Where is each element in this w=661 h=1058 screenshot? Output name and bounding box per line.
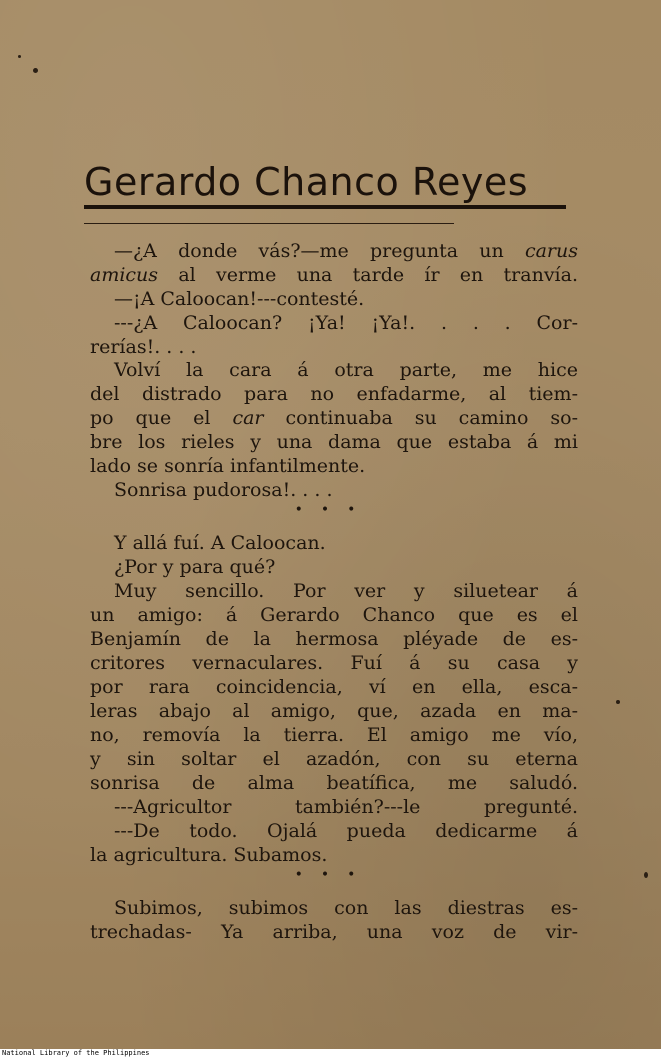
- line-segment: —¿A donde vás?—me pregunta un: [114, 240, 525, 262]
- line-segment: critores vernaculares. Fuí á su casa y: [90, 652, 578, 674]
- line-segment: sonrisa de alma beatífica, me saludó.: [90, 772, 578, 794]
- text-line: [90, 555, 275, 579]
- line-segment: no, removía la tierra. El amigo me vío,: [90, 724, 578, 746]
- title-underline-thin: [84, 223, 454, 224]
- line-segment: rerías!. . . .: [90, 336, 197, 358]
- text-line: [90, 382, 578, 406]
- chapter-title: Gerardo Chanco Reyes: [84, 160, 529, 204]
- text-line: [90, 771, 578, 795]
- text-line: [90, 896, 578, 920]
- line-segment: continuaba su camino so-: [263, 407, 578, 429]
- line-segment: Benjamín de la hermosa pléyade de es-: [90, 628, 578, 650]
- italic-phrase: amicus: [90, 264, 159, 286]
- text-line: [90, 335, 196, 359]
- line-segment: Sonrisa pudorosa!. . . .: [114, 479, 333, 501]
- text-line: [90, 699, 578, 723]
- line-segment: al verme una tarde ír en tranvía.: [158, 264, 578, 286]
- line-segment: ¿Por y para qué?: [114, 556, 276, 578]
- text-line: [90, 675, 578, 699]
- text-line: [90, 239, 578, 263]
- text-line: [90, 454, 365, 478]
- line-segment: un amigo: á Gerardo Chanco que es el: [90, 604, 578, 626]
- text-line: [90, 920, 578, 944]
- section-break-ornament: •••: [294, 867, 374, 883]
- text-line: [90, 747, 578, 771]
- text-line: [90, 723, 578, 747]
- line-segment: leras abajo al amigo, que, azada en ma-: [90, 700, 578, 722]
- library-credit: National Library of the Philippines: [2, 1049, 150, 1057]
- text-line: [90, 478, 332, 502]
- ink-speck: [33, 68, 38, 73]
- line-segment: po que el: [90, 407, 233, 429]
- line-segment: y sin soltar el azadón, con su eterna: [90, 748, 578, 770]
- text-line: [90, 311, 578, 335]
- italic-phrase: carus: [524, 240, 578, 262]
- line-segment: Y allá fuí. A Caloocan.: [114, 532, 326, 554]
- text-line: [90, 358, 578, 382]
- text-line: [90, 287, 364, 311]
- ink-speck: [616, 700, 620, 704]
- title-underline-thick: [84, 205, 566, 209]
- text-line: [90, 651, 578, 675]
- line-segment: ---De todo. Ojalá pueda dedicarme á: [114, 820, 578, 842]
- text-line: [90, 263, 578, 287]
- text-line: [90, 843, 327, 867]
- text-line: [90, 430, 578, 454]
- line-segment: la agricultura. Subamos.: [90, 844, 328, 866]
- text-line: [90, 627, 578, 651]
- text-line: [90, 819, 578, 843]
- italic-phrase: car: [232, 407, 264, 429]
- line-segment: por rara coincidencia, ví en ella, esca-: [90, 676, 578, 698]
- text-line: [90, 603, 578, 627]
- line-segment: del distrado para no enfadarme, al tiem-: [90, 383, 578, 405]
- line-segment: ---¿A Caloocan? ¡Ya! ¡Ya!. . . . Cor-: [114, 312, 578, 334]
- ink-speck: [644, 872, 648, 878]
- line-segment: ---Agricultor también?---le pregunté.: [114, 796, 578, 818]
- line-segment: Muy sencillo. Por ver y siluetear á: [114, 580, 578, 602]
- line-segment: bre los rieles y una dama que estaba á mi: [90, 431, 578, 453]
- line-segment: Subimos, subimos con las diestras es-: [114, 897, 578, 919]
- line-segment: lado se sonría infantilmente.: [90, 455, 366, 477]
- text-line: [90, 579, 578, 603]
- ink-speck: [18, 55, 21, 58]
- line-segment: Volví la cara á otra parte, me hice: [114, 359, 578, 381]
- text-line: [90, 406, 578, 430]
- line-segment: —¡A Caloocan!---contesté.: [114, 288, 365, 310]
- text-line: [90, 531, 326, 555]
- text-line: [90, 795, 578, 819]
- line-segment: trechadas- Ya arriba, una voz de vir-: [90, 921, 578, 943]
- section-break-ornament: •••: [294, 502, 374, 518]
